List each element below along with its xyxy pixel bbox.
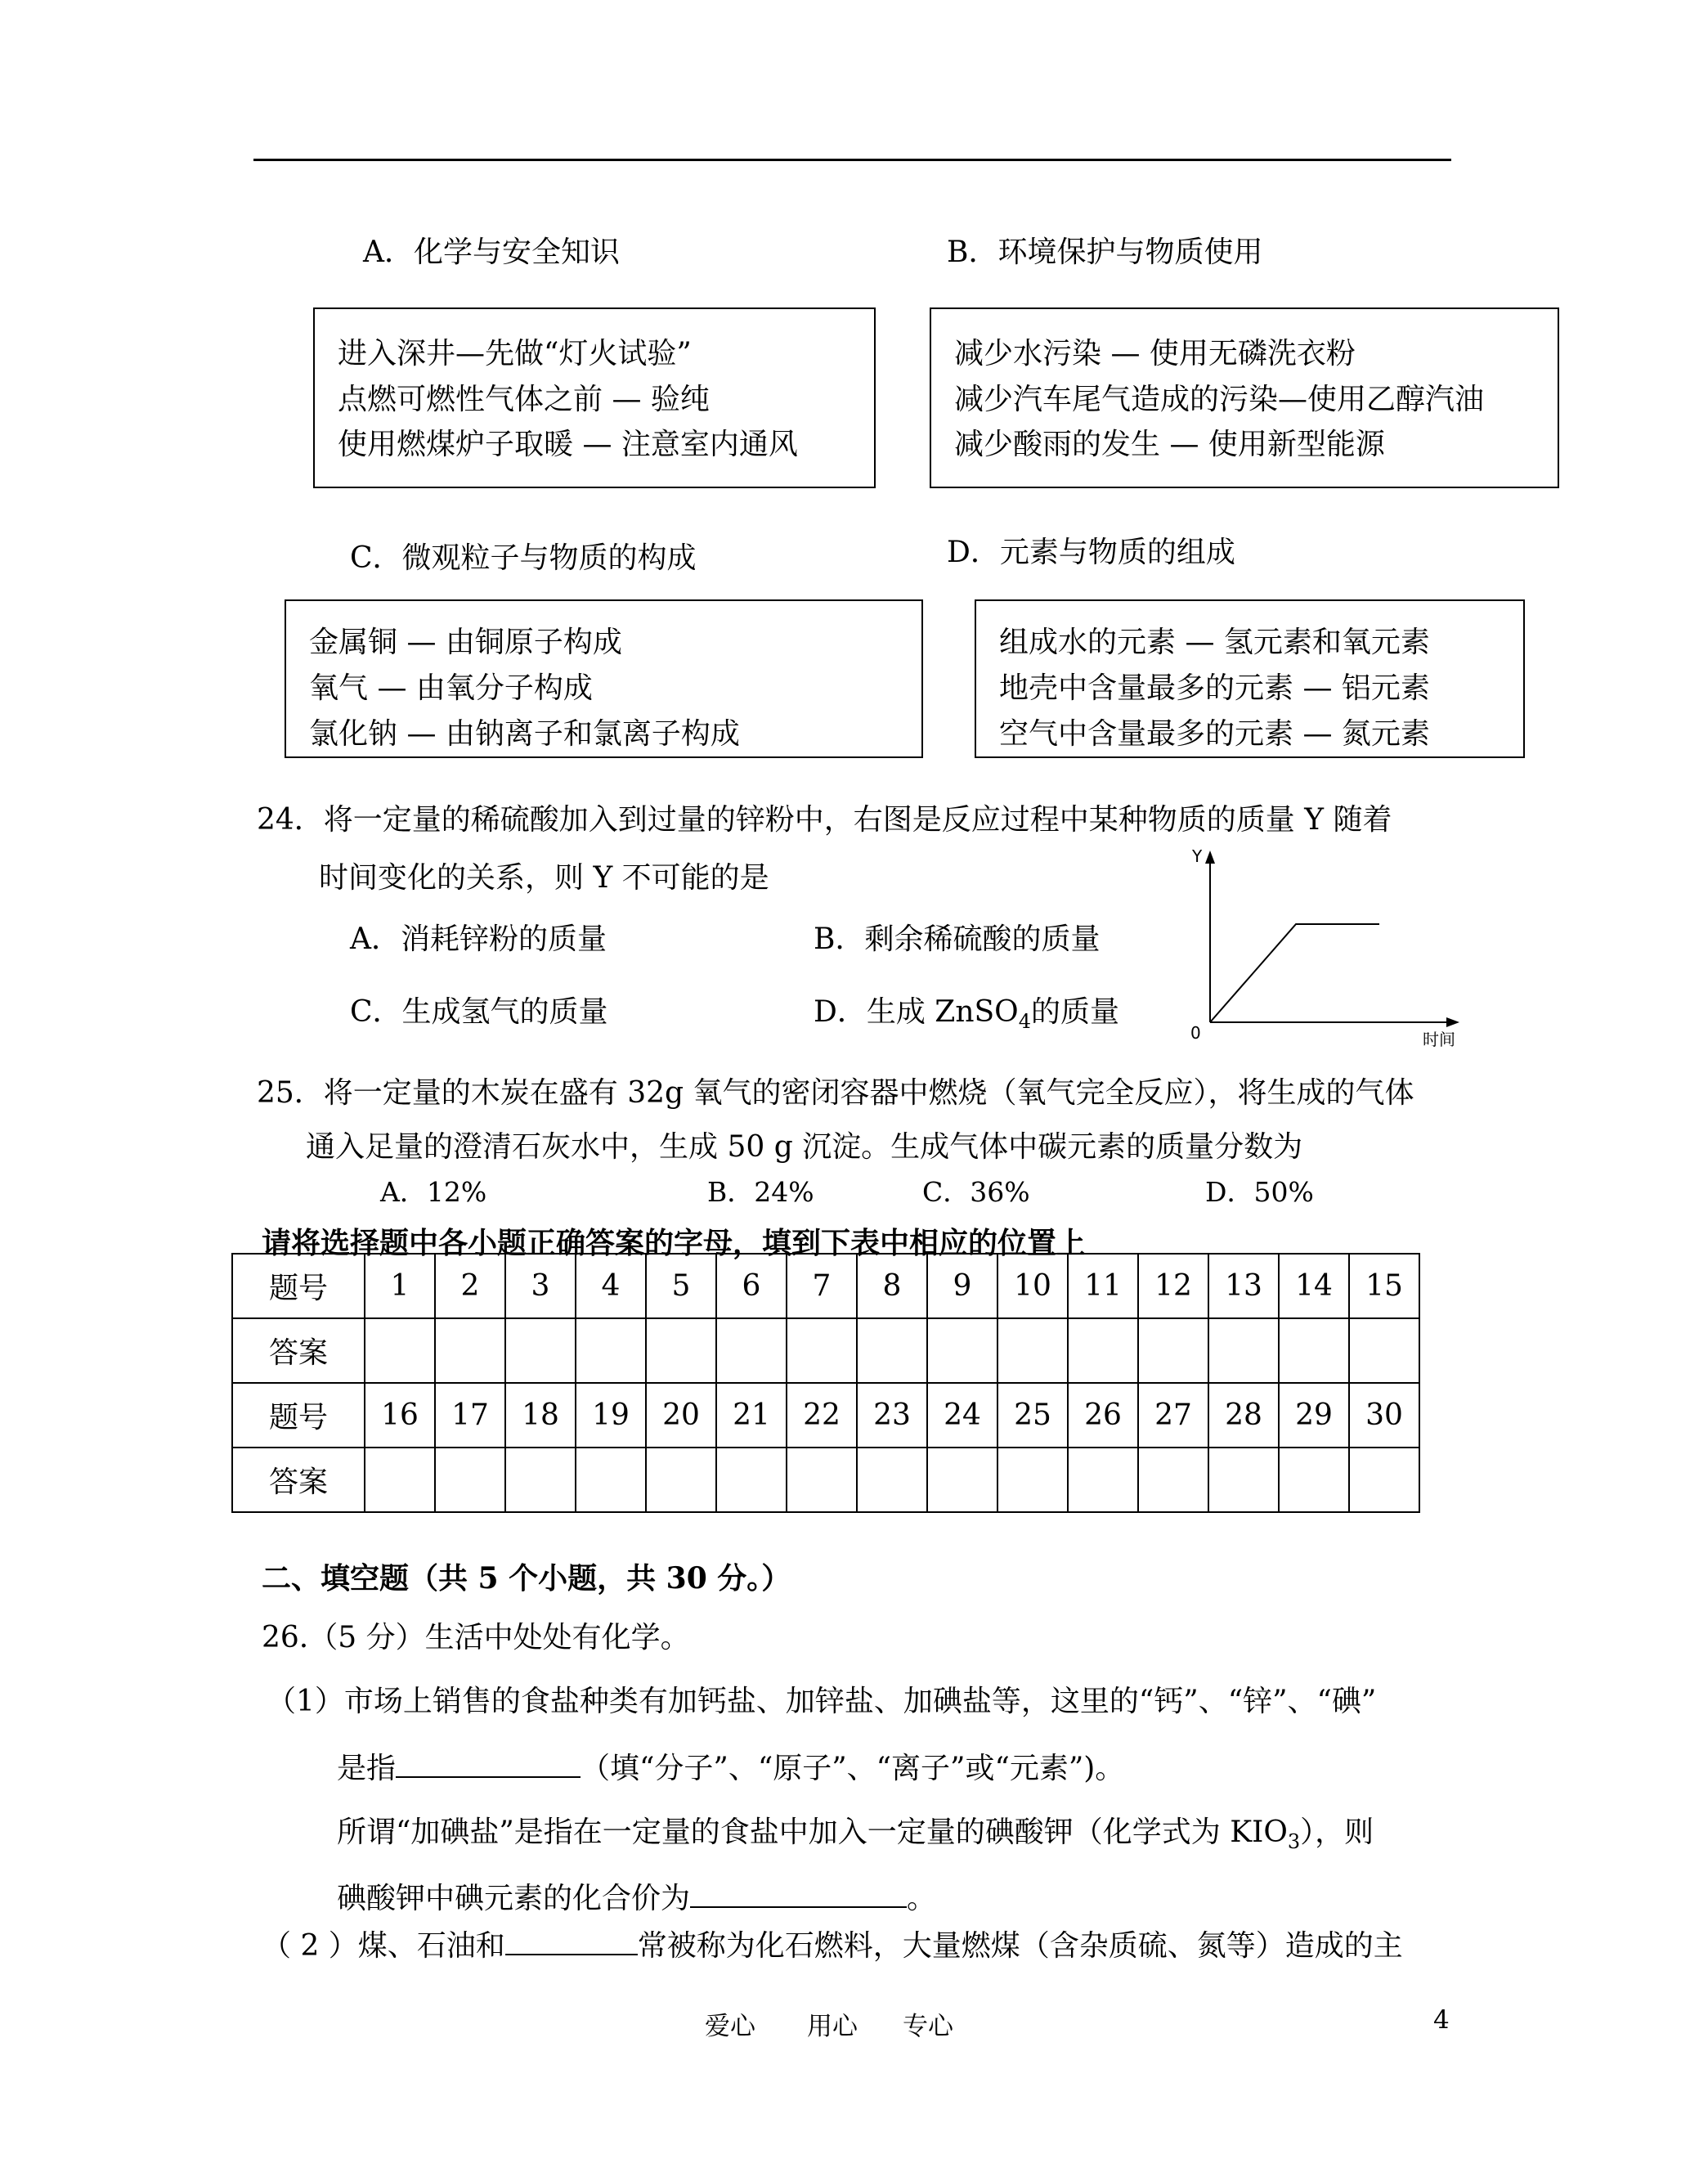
q26-part1-line3 [337,1818,1374,1852]
table-header-cell: 题号 [232,1254,365,1318]
option-a-title: A．化学与安全知识 [363,236,620,269]
answer-cell[interactable] [1208,1448,1279,1512]
q24-option-d-suffix: 的质量 [1030,995,1119,1029]
answer-cell[interactable] [997,1448,1068,1512]
question-number-cell: 27 [1138,1383,1208,1448]
q24-stem-line1: 24．将一定量的稀硫酸加入到过量的锌粉中，右图是反应过程中某种物质的质量 Y 随着 [257,803,1392,837]
answer-cell[interactable] [505,1318,576,1383]
option-d-title: D．元素与物质的组成 [947,536,1235,569]
answer-cell[interactable] [435,1448,505,1512]
answer-cell[interactable] [1349,1448,1419,1512]
q26-part2-prefix: （ 2 ）煤、石油和 [262,1929,505,1963]
question-number-cell: 10 [997,1254,1068,1318]
fill-blank[interactable] [690,1906,907,1908]
q25-option-b: B．24% [707,1176,814,1208]
answer-cell[interactable] [1138,1448,1208,1512]
q24-option-a: A．消耗锌粉的质量 [350,922,607,956]
option-b-box [930,307,1559,488]
answer-cell[interactable] [997,1318,1068,1383]
option-b-line: 减少酸雨的发生 — 使用新型能源 [954,428,1385,461]
origin-label: 0 [1190,1023,1201,1043]
answer-table [231,1253,1420,1513]
answer-cell[interactable] [1138,1318,1208,1383]
question-number-cell: 5 [646,1254,716,1318]
answer-cell[interactable] [435,1318,505,1383]
question-number-cell: 14 [1279,1254,1349,1318]
section-heading: 二、填空题（共 5 个小题，共 30 分。） [262,1561,791,1596]
answer-cell[interactable] [1068,1318,1138,1383]
answer-cell[interactable] [576,1318,646,1383]
option-d-line: 组成水的元素 — 氢元素和氧元素 [999,626,1430,659]
q24-option-c: C．生成氢气的质量 [350,995,608,1029]
option-d-line: 空气中含量最多的元素 — 氮元素 [999,717,1430,751]
q24-option-d [814,995,1119,1034]
question-number-cell: 18 [505,1383,576,1448]
q26-part1-line1: （1）市场上销售的食盐种类有加钙盐、加锌盐、加碘盐等，这里的“钙”、“锌”、“碘” [267,1685,1377,1718]
q26-part1-line3-text: 所谓“加碘盐”是指在一定量的食盐中加入一定量的碘酸钾（化学式为 KIO [337,1816,1288,1849]
question-number-cell: 12 [1138,1254,1208,1318]
option-c-title: C．微观粒子与物质的构成 [350,541,697,575]
footer-mid: 用心 [807,2012,858,2041]
option-a-line: 进入深井—先做“灯火试验” [338,337,692,370]
answer-cell[interactable] [646,1448,716,1512]
question-number-cell: 28 [1208,1383,1279,1448]
fill-blank[interactable] [505,1954,638,1955]
question-number-cell: 19 [576,1383,646,1448]
q24-option-d-text: D．生成 ZnSO [814,995,1019,1029]
answer-cell[interactable] [857,1448,927,1512]
x-axis-label: 时间 [1423,1030,1455,1049]
question-number-cell: 24 [927,1383,997,1448]
question-number-cell: 11 [1068,1254,1138,1318]
answer-cell[interactable] [716,1448,787,1512]
option-c-line: 金属铜 — 由铜原子构成 [309,626,622,659]
option-b-line: 减少汽车尾气造成的污染—使用乙醇汽油 [954,383,1485,416]
option-c-box [285,599,923,758]
option-d-box [975,599,1525,758]
q25-stem-line2: 通入足量的澄清石灰水中，生成 50 g 沉淀。生成气体中碳元素的质量分数为 [306,1130,1303,1164]
table-header-cell: 答案 [232,1448,365,1512]
question-number-cell: 1 [365,1254,435,1318]
table-row [232,1254,1419,1318]
answer-cell[interactable] [646,1318,716,1383]
q24-option-b: B．剩余稀硫酸的质量 [814,922,1101,956]
option-b-line: 减少水污染 — 使用无磷洗衣粉 [954,337,1356,370]
question-number-cell: 8 [857,1254,927,1318]
y-axis-arrow-icon [1205,851,1215,864]
table-row [232,1383,1419,1448]
option-b-title: B．环境保护与物质使用 [947,236,1263,269]
question-number-cell: 30 [1349,1383,1419,1448]
q24-graph [1177,842,1464,1055]
question-number-cell: 25 [997,1383,1068,1448]
page-number: 4 [1433,2005,1450,2035]
fill-blank[interactable] [396,1776,581,1778]
question-number-cell: 15 [1349,1254,1419,1318]
option-c-line: 氯化钠 — 由钠离子和氯离子构成 [309,717,740,751]
answer-cell[interactable] [927,1448,997,1512]
q25-stem-line1: 25．将一定量的木炭在盛有 32g 氧气的密闭容器中燃烧（氧气完全反应），将生成的气体 [257,1076,1414,1110]
table-row [232,1448,1419,1512]
option-d-line: 地壳中含量最多的元素 — 铝元素 [999,671,1430,705]
question-number-cell: 21 [716,1383,787,1448]
answer-cell[interactable] [1279,1318,1349,1383]
q26-part1-line4-text: 碘酸钾中碘元素的化合价为 [337,1882,691,1915]
question-number-cell: 20 [646,1383,716,1448]
question-number-cell: 23 [857,1383,927,1448]
answer-cell[interactable] [1279,1448,1349,1512]
q24-stem-line2: 时间变化的关系，则 Y 不可能的是 [319,861,769,895]
y-axis-label: Y [1192,846,1203,866]
table-header-cell: 题号 [232,1383,365,1448]
answer-cell[interactable] [1068,1448,1138,1512]
option-c-line: 氧气 — 由氧分子构成 [309,671,593,705]
curve-line [1210,924,1379,1022]
question-number-cell: 6 [716,1254,787,1318]
answer-cell[interactable] [1349,1318,1419,1383]
question-number-cell: 26 [1068,1383,1138,1448]
option-a-box [313,307,876,488]
q26-part1-line2-prefix: 是指 [337,1752,397,1785]
question-number-cell: 9 [927,1254,997,1318]
q26-part1-line2 [337,1754,1124,1784]
q25-option-d: D．50% [1205,1176,1314,1208]
option-a-line: 点燃可燃性气体之前 — 验纯 [338,383,710,416]
question-number-cell: 4 [576,1254,646,1318]
q25-option-a: A．12% [380,1176,487,1208]
q26-part1-line3-suffix: ），则 [1300,1816,1374,1849]
answer-cell[interactable] [787,1318,857,1383]
header-rule [253,159,1451,161]
answer-cell[interactable] [505,1448,576,1512]
q26-title: 26.（5 分）生活中处处有化学。 [262,1621,690,1654]
footer-left: 爱心 [705,2012,755,2041]
q26-part1-line4-suffix: 。 [907,1882,937,1915]
answer-cell[interactable] [576,1448,646,1512]
q26-part2-line1 [262,1929,1403,1963]
answer-cell[interactable] [365,1448,435,1512]
answer-cell[interactable] [787,1448,857,1512]
answer-cell[interactable] [716,1318,787,1383]
question-number-cell: 13 [1208,1254,1279,1318]
q26-part1-line4 [337,1884,936,1914]
answer-cell[interactable] [1208,1318,1279,1383]
q26-part1-line2-suffix: （填“分子”、“原子”、“离子”或“元素”)。 [581,1752,1125,1785]
x-axis-arrow-icon [1446,1017,1459,1027]
answer-cell[interactable] [927,1318,997,1383]
question-number-cell: 3 [505,1254,576,1318]
question-number-cell: 22 [787,1383,857,1448]
question-number-cell: 16 [365,1383,435,1448]
footer-right: 专心 [903,2012,953,2041]
question-number-cell: 7 [787,1254,857,1318]
question-number-cell: 29 [1279,1383,1349,1448]
q24-option-d-subscript: 4 [1018,1010,1031,1034]
table-header-cell: 答案 [232,1318,365,1383]
answer-cell[interactable] [857,1318,927,1383]
q26-part1-line3-subscript: 3 [1287,1830,1301,1854]
answer-cell[interactable] [365,1318,435,1383]
option-a-line: 使用燃煤炉子取暖 — 注意室内通风 [338,428,798,461]
question-number-cell: 17 [435,1383,505,1448]
q26-part2-suffix: 常被称为化石燃料，大量燃煤（含杂质硫、氮等）造成的主 [637,1929,1403,1963]
answer-instruction: 请将选择题中各小题正确答案的字母，填到下表中相应的位置上 [262,1226,1087,1260]
q25-option-c: C．36% [922,1176,1030,1208]
question-number-cell: 2 [435,1254,505,1318]
table-row [232,1318,1419,1383]
